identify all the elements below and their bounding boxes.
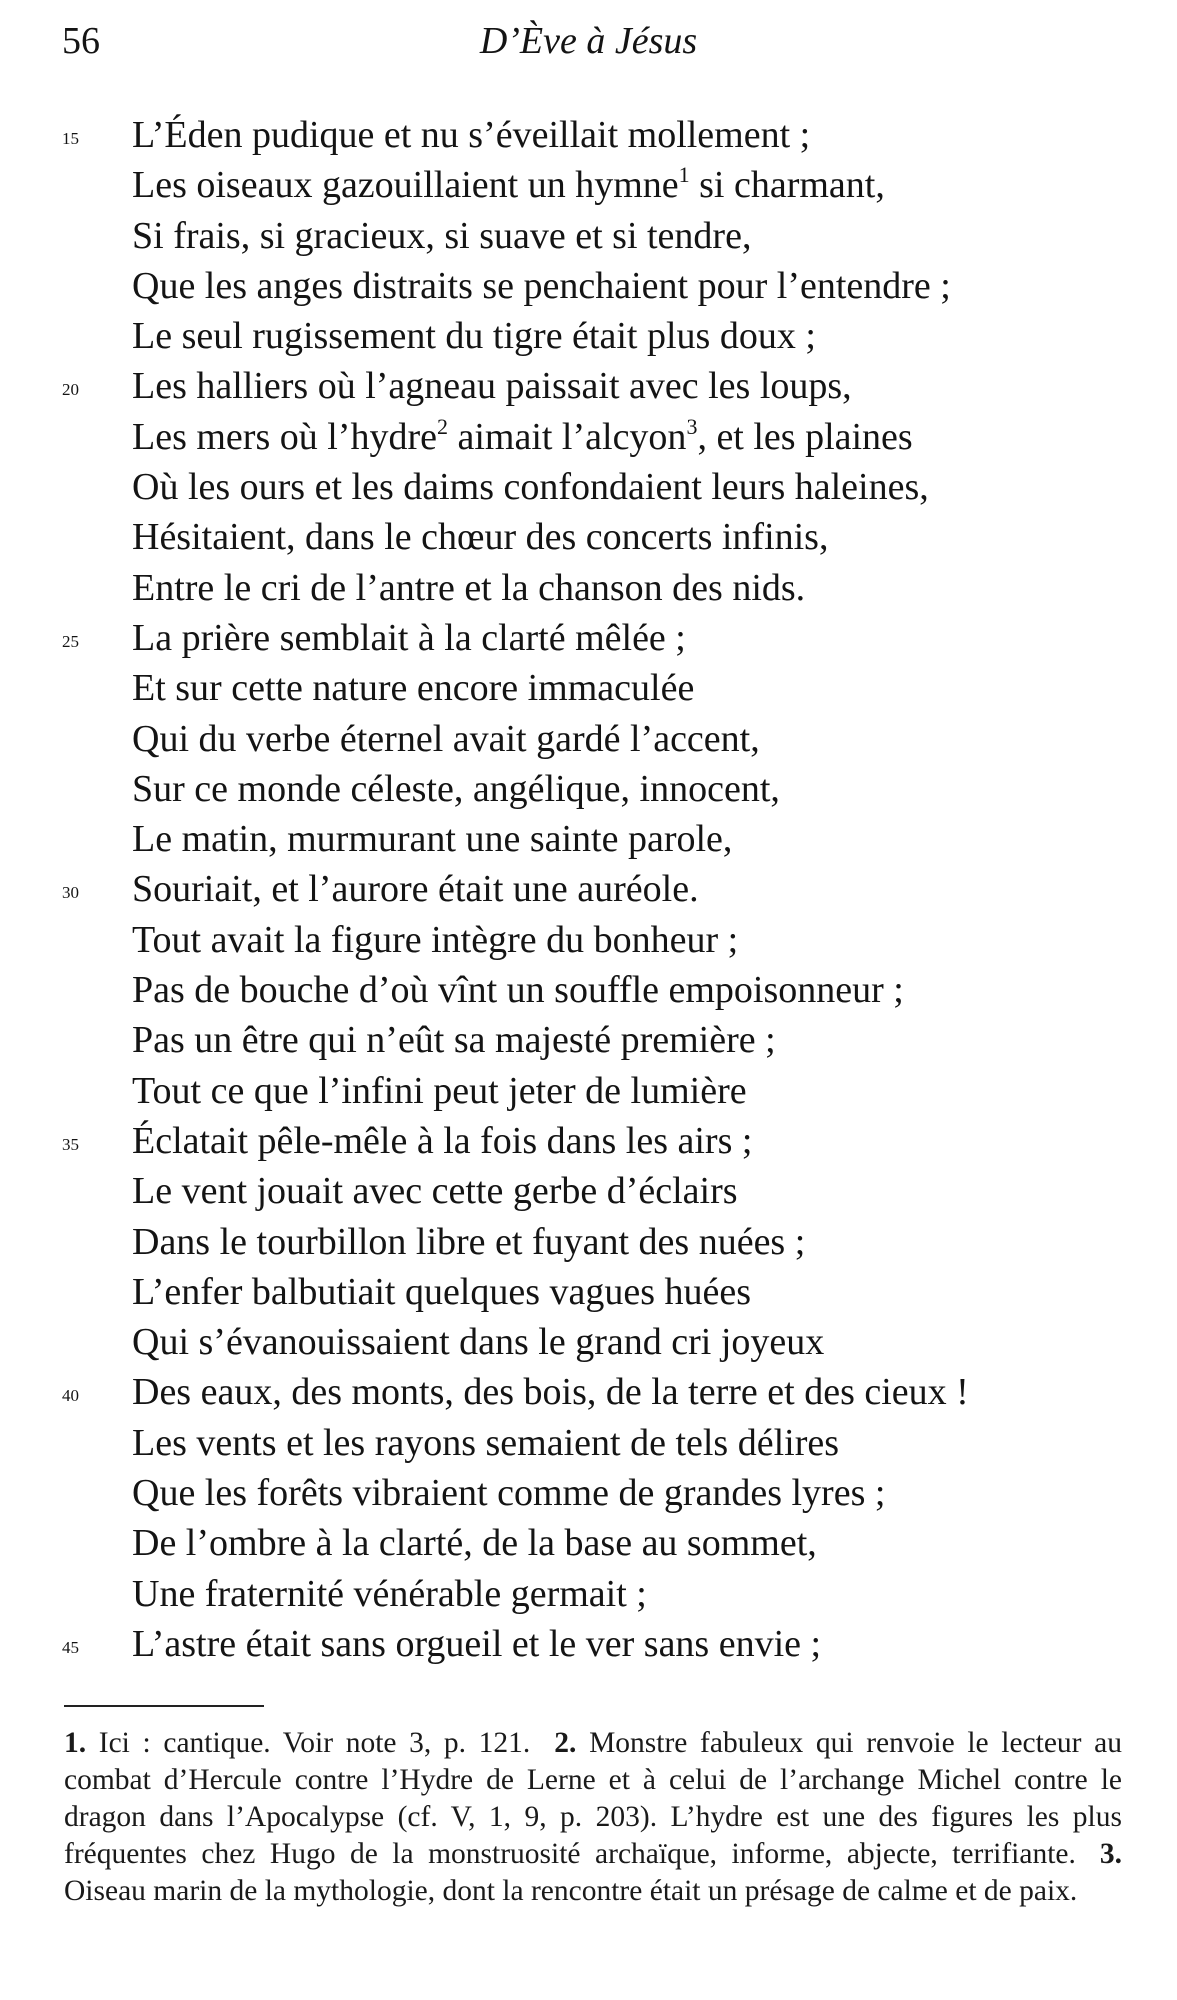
- verse-line: [0, 1015, 1177, 1065]
- verse-line: [0, 1619, 1177, 1669]
- verse-text: Les vents et les rayons semaient de tels délires: [132, 1421, 840, 1464]
- running-title: D’Ève à Jésus: [479, 20, 698, 62]
- verse-line: [0, 1367, 1177, 1417]
- verse-text-part: si charmant,: [689, 164, 885, 207]
- verse-line: [0, 663, 1177, 713]
- verse-text: Qui du verbe éternel avait gardé l’accent,: [132, 717, 760, 760]
- footnote-text: Ici : cantique. Voir note 3, p. 121.: [86, 1727, 531, 1759]
- verse-line: [0, 1217, 1177, 1267]
- verse-line: [0, 814, 1177, 864]
- verse-line: [0, 864, 1177, 914]
- verse-text: Le vent jouait avec cette gerbe d’éclairs: [132, 1170, 738, 1213]
- poem: [0, 110, 1177, 1669]
- verse-text: Éclatait pêle-mêle à la fois dans les airs ;: [132, 1119, 753, 1162]
- verse-text: Tout avait la figure intègre du bonheur ;: [132, 918, 739, 961]
- verse-text-part: , et les plaines: [697, 415, 913, 458]
- verse-text: L’astre était sans orgueil et le ver sans envie ;: [132, 1622, 822, 1665]
- footnote-ref-2: 2: [436, 413, 448, 439]
- verse-line: [0, 211, 1177, 261]
- verse-text: Où les ours et les daims confondaient leurs haleines,: [132, 466, 929, 509]
- verse-line: [0, 261, 1177, 311]
- verse-line: [0, 1116, 1177, 1166]
- verse-text-part: Les mers où l’hydre: [132, 415, 437, 458]
- line-number: 15: [62, 129, 79, 148]
- verse-text: Dans le tourbillon libre et fuyant des nuées ;: [132, 1220, 806, 1263]
- verse-text: La prière semblait à la clarté mêlée ;: [132, 616, 686, 659]
- verse-line: [0, 311, 1177, 361]
- verse-text: Pas un être qui n’eût sa majesté première ;: [132, 1019, 776, 1062]
- verse-line: [0, 412, 1177, 462]
- verse-text: Une fraternité vénérable germait ;: [132, 1572, 647, 1615]
- footnote-number: 2.: [554, 1727, 577, 1759]
- verse-text: Que les forêts vibraient comme de grandes lyres ;: [132, 1472, 886, 1515]
- verse-text: L’enfer balbutiait quelques vagues huées: [132, 1270, 752, 1313]
- footnotes: [64, 1725, 1122, 1910]
- verse-text: Le seul rugissement du tigre était plus doux ;: [132, 315, 816, 358]
- verse-line: [0, 1166, 1177, 1216]
- verse-line: [0, 613, 1177, 663]
- verse-text: Souriait, et l’aurore était une auréole.: [132, 868, 699, 911]
- footnote-text: Monstre fabuleux qui renvoie le lecteur au combat d’Hercule contre l’Hydre de Lerne et à celui de l’archange Michel contre le dragon dans l’Apocalypse (cf. V, 1, 9, p. 203). L’hydre est une des figures les plus fréquentes chez Hugo de la monstruosité archaïque, informe, abjecte, terrifiante.: [64, 1727, 1122, 1870]
- verse-line: [0, 1066, 1177, 1116]
- footnote-divider: [64, 1705, 264, 1707]
- footnote-number: 3.: [1099, 1838, 1122, 1870]
- verse-text: Tout ce que l’infini peut jeter de lumière: [132, 1069, 747, 1112]
- verse-text: [132, 160, 885, 210]
- verse-line: [0, 1317, 1177, 1367]
- verse-text: Si frais, si gracieux, si suave et si tendre,: [132, 214, 752, 257]
- verse-text-part: Les oiseaux gazouillaient un hymne: [132, 164, 679, 207]
- line-number: 25: [62, 631, 79, 651]
- verse-text: L’Éden pudique et nu s’éveillait mollement ;: [132, 114, 811, 156]
- verse-line: [0, 915, 1177, 965]
- verse-line: [0, 714, 1177, 764]
- verse-line: [0, 1418, 1177, 1468]
- verse-line: [0, 1267, 1177, 1317]
- verse-text: [132, 412, 913, 462]
- line-number: 35: [62, 1134, 79, 1154]
- verse-line: [0, 512, 1177, 562]
- verse-line: [0, 1518, 1177, 1568]
- verse-line: [0, 361, 1177, 411]
- verse-text: Des eaux, des monts, des bois, de la terre et des cieux !: [132, 1371, 969, 1414]
- verse-text: Les halliers où l’agneau paissait avec les loups,: [132, 365, 852, 408]
- page-number: 56: [62, 20, 100, 62]
- verse-line: [0, 965, 1177, 1015]
- footnote-text: Oiseau marin de la mythologie, dont la rencontre était un présage de calme et de paix.: [64, 1875, 1078, 1907]
- verse-text-part: aimait l’alcyon: [447, 415, 687, 458]
- verse-text: Le matin, murmurant une sainte parole,: [132, 818, 733, 861]
- verse-text: Que les anges distraits se penchaient pour l’entendre ;: [132, 264, 951, 307]
- verse-line: [0, 160, 1177, 210]
- line-number: 30: [62, 883, 79, 903]
- line-number: 20: [62, 380, 79, 400]
- verse-text: Sur ce monde céleste, angélique, innocent,: [132, 767, 780, 810]
- verse-text: Qui s’évanouissaient dans le grand cri joyeux: [132, 1321, 825, 1364]
- verse-text: Hésitaient, dans le chœur des concerts infinis,: [132, 516, 829, 559]
- verse-line: [0, 110, 1177, 160]
- verse-text: Entre le cri de l’antre et la chanson des nids.: [132, 566, 806, 609]
- line-number: 40: [62, 1386, 79, 1406]
- verse-line: [0, 563, 1177, 613]
- verse-line: [0, 764, 1177, 814]
- verse-text: Pas de bouche d’où vînt un souffle empoisonneur ;: [132, 969, 904, 1012]
- footnote-ref-3: 3: [686, 413, 698, 439]
- verse-text: De l’ombre à la clarté, de la base au sommet,: [132, 1522, 817, 1565]
- verse-line: [0, 1569, 1177, 1619]
- footnote-ref-1: 1: [678, 162, 690, 188]
- verse-line: [0, 462, 1177, 512]
- verse-line: [0, 1468, 1177, 1518]
- verse-text: Et sur cette nature encore immaculée: [132, 667, 695, 710]
- line-number: 45: [62, 1637, 79, 1657]
- footnote-number: 1.: [64, 1727, 87, 1759]
